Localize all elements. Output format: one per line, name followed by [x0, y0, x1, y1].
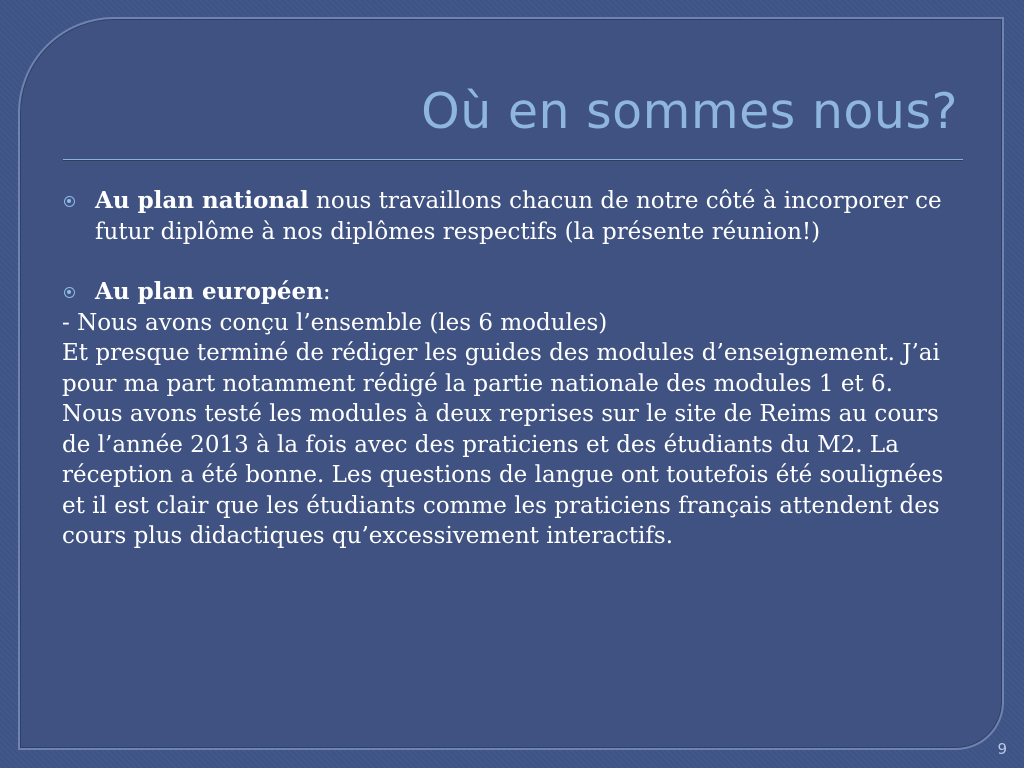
circle-dot-bullet-icon — [64, 287, 75, 298]
slide-body — [62, 186, 962, 552]
paragraph-testing: Nous avons testé les modules à deux reprises sur le site de Reims au cours de l’année 2013 à la fois avec des praticiens et des étudiants du M2. La réception a été bonne. Les questions de langue ont toutefois été soulignées et il est clair que les étudiants comme les praticiens français attendent des cours plus didactiques qu’excessivement interactifs. — [62, 401, 944, 549]
paragraph-modules-designed: - Nous avons conçu l’ensemble (les 6 modules) — [62, 309, 608, 336]
slide-number: 9 — [997, 740, 1007, 758]
slide-title: Où en sommes nous? — [421, 83, 958, 140]
circle-dot-bullet-icon — [64, 196, 75, 207]
title-divider — [63, 159, 963, 160]
bullet-european-colon: : — [322, 279, 331, 305]
bullet-european-heading: Au plan européen — [95, 278, 323, 305]
bullet-european — [62, 277, 962, 308]
bullet-national — [62, 186, 962, 247]
bullet-national-heading: Au plan national — [95, 187, 309, 214]
bullet-national-text: nous travaillons chacun de notre côté à incorporer ce futur diplôme à nos diplômes respectifs (la présente réunion!) — [95, 188, 942, 245]
paragraph-guides: Et presque terminé de rédiger les guides des modules d’enseignement. J’ai pour ma part notamment rédigé la partie nationale des modules 1 et 6. — [62, 340, 940, 397]
bullet-spacer — [62, 247, 962, 277]
